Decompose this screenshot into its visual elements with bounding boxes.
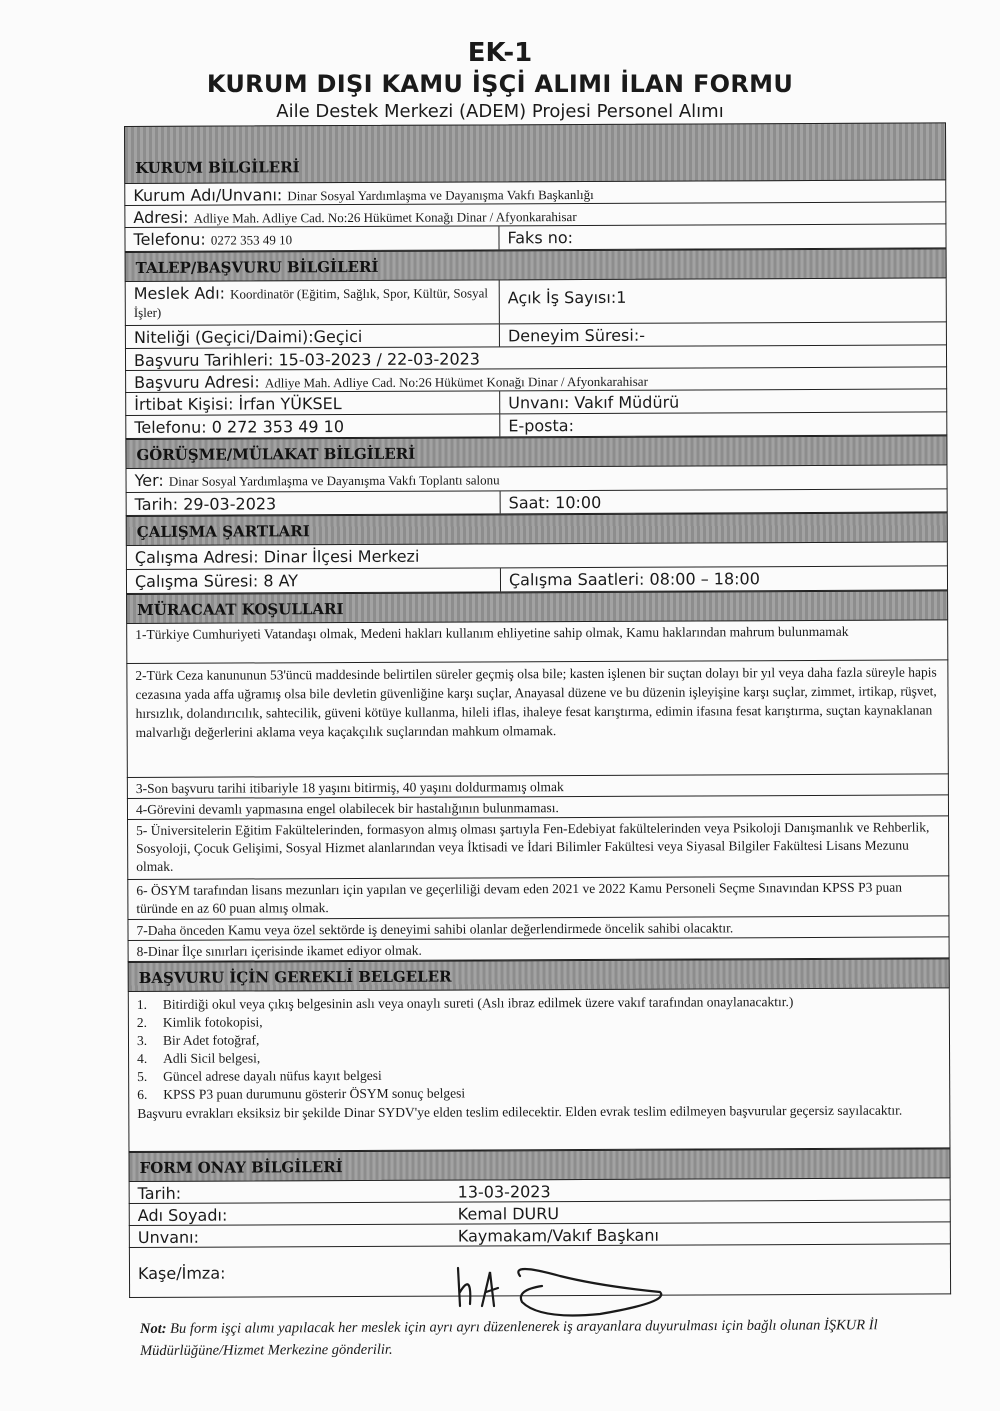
onay-ad-value: Kemal DURU (457, 1204, 560, 1224)
muracaat-item-3: 3-Son başvuru tarihi itibariyle 18 yaşını bitirmiş, 40 yaşını doldurmamış olmak (127, 774, 949, 799)
muracaat-item-6: 6- ÖSYM tarafından lisans mezunları için yapılan ve geçerliliği devam eden 2021 ve 2022 Kamu Personeli Seçme Sınavından KPSS P3 puan türünde en az 60 puan almış olmak. (127, 876, 949, 920)
section-gorusme-heading: GÖRÜŞME/MÜLAKAT BİLGİLERİ (125, 435, 947, 469)
kurum-adres-label: Adresi: (133, 207, 189, 227)
yer-value: Dinar Sosyal Yardımlaşma ve Dayanışma Vakfı Toplantı salonu (168, 472, 500, 489)
form-note: Not: Bu form işçi alımı yapılacak her meslek için ayrı ayrı düzenlenerek iş arayanlara duyurulması için bağlı olunan İŞKUR İl Müdürlüğüne/Hizmet Merkezine gönderilir. (139, 1317, 878, 1360)
basvuru-adresi-label: Başvuru Adresi: (134, 372, 260, 392)
onay-tarih-label: Tarih: (137, 1183, 182, 1203)
muracaat-item-2: 2-Türk Ceza kanununun 53'üncü maddesinde belirtilen süreler geçmiş olsa bile; kasten işlenen bir suçtan dolayı bir yıl veya daha fazla süreyle hapis cezasına yada affa uğramış olsa bile devletin güvenliğine karşı suçlar, Anayasal düzene ve bu düzenin işleyişine karşı suçlar, zimmet, irtikap, rüşvet, hırsızlık, dolandırıcılık, sahtecilik, güveni kötüye kullanma, hileli iflas, ihaleye fesat karıştırma, edimin ifasına fesat karıştırma, suçtan kaynaklanan malvarlığı değerlerini aklama veya kaçakçılık suçlarından mahkum olmamak. (126, 660, 948, 778)
onay-ad-label: Adı Soyadı: (137, 1205, 228, 1225)
row-calisma-suresi (126, 566, 948, 594)
irtibat-kisisi: İrtibat Kişisi: İrfan YÜKSEL (126, 391, 500, 415)
basvuru-adresi-value: Adliye Mah. Adliye Cad. No:26 Hükümet Konağı Dinar / Afyonkarahisar (264, 373, 648, 391)
muracaat-item-5: 5- Üniversitelerin Eğitim Fakültelerinden, formasyon almış olması şartıyla Fen-Edebiyat fakültelerinden veya Psikoloji Danışmanlık ve Rehberlik, Sosyoloji, Çocuk Gelişimi, Sosyal Hizmet alanlarından veya İktisadi ve İdari Bilimler Fakültesi veya Siyasal Bilgiler Fakültesi Lisans Mezunu olmak. (127, 816, 949, 880)
row-yer (125, 465, 947, 493)
belge-item: 2. Kimlik fotokopisi, (136, 1014, 263, 1030)
section-kurum-heading: KURUM BİLGİLERİ (124, 122, 946, 184)
gorusme-tarih: Tarih: 29-03-2023 (127, 491, 501, 515)
belgeler-footer: Başvuru evrakları eksiksiz bir şekilde Dinar SYDV'ye elden teslim edilecektir. Elden evrak teslim edilmeyen başvurular geçersiz sayılacaktır. (137, 1102, 903, 1121)
kurum-adi-value: Dinar Sosyal Yardımlaşma ve Dayanışma Vakfı Başkanlığı (287, 186, 594, 204)
yer-label: Yer: (134, 470, 164, 490)
onay-unvan-label: Unvanı: (137, 1227, 199, 1247)
meslek-label: Meslek Adı: (133, 283, 226, 303)
belge-item: 1. Bitirdiği okul veya çıkış belgesinin aslı veya onaylı sureti (Aslı ibraz edilmek üzere vakıf tarafından onaylanacaktır.) (136, 994, 794, 1012)
kurum-faks-label: Faks no: (507, 228, 574, 248)
row-meslek (125, 278, 947, 326)
row-talep-telefon (125, 412, 947, 439)
muracaat-item-4: 4-Görevini devamlı yapmasına engel olabilecek bir hastalığının bulunmaması. (127, 795, 949, 820)
form-title: KURUM DIŞI KAMU İŞÇİ ALIMI İLAN FORMU (206, 70, 794, 98)
deneyim-suresi: Deneyim Süresi:- (507, 325, 646, 346)
kurum-telefon-value: 0272 353 49 10 (210, 232, 293, 248)
meslek-value: Koordinatör (Eğitim, Sağlık, Spor, Kültür, Sosyal İşler) (133, 285, 489, 320)
belge-item: 3. Bir Adet fotoğraf, (136, 1032, 260, 1048)
section-talep-heading: TALEP/BAŞVURU BİLGİLERİ (125, 248, 947, 282)
onay-unvan-value: Kaymakam/Vakıf Başkanı (457, 1225, 659, 1246)
kurum-telefon-label: Telefonu: (133, 229, 206, 249)
form-subtitle: Aile Destek Merkezi (ADEM) Projesi Personel Alımı (276, 101, 724, 122)
kurum-adi-label: Kurum Adı/Unvanı: (133, 185, 283, 205)
section-muracaat-heading: MÜRACAAT KOŞULLARI (126, 590, 948, 624)
niteligi: Niteliği (Geçici/Daimi):Geçici (126, 324, 500, 348)
section-belgeler-heading: BAŞVURU İÇİN GEREKLİ BELGELER (128, 958, 950, 992)
belge-item: 4. Adli Sicil belgesi, (137, 1050, 261, 1066)
form-table (124, 122, 951, 1296)
muracaat-item-1: 1-Türkiye Cumhuriyeti Vatandaşı olmak, Medeni hakları kullanım ehliyetine sahip olmak, Kamu haklarından mahrum bulunmamak (126, 620, 948, 664)
gorusme-saat: Saat: 10:00 (508, 492, 602, 513)
section-onay-heading: FORM ONAY BİLGİLERİ (128, 1148, 950, 1182)
row-kurum-telefon (124, 224, 946, 252)
acik-is-sayisi: Açık İş Sayısı:1 (507, 287, 627, 308)
talep-eposta: E-posta: (508, 416, 574, 436)
kurum-adres-value: Adliye Mah. Adliye Cad. No:26 Hükümet Konağı Dinar / Afyonkarahisar (193, 209, 577, 226)
calisma-saatleri: Çalışma Saatleri: 08:00 – 18:00 (508, 569, 760, 590)
calisma-adresi: Çalışma Adresi: Dinar İlçesi Merkezi (134, 546, 420, 567)
section-calisma-heading: ÇALIŞMA ŞARTLARI (126, 512, 948, 546)
row-calisma-adresi (126, 542, 948, 570)
irtibat-unvani: Unvanı: Vakıf Müdürü (508, 392, 680, 413)
belge-item: 5. Güncel adrese dayalı nüfus kayıt belgesi (137, 1067, 382, 1084)
row-gorusme-tarih (126, 489, 948, 516)
calisma-suresi: Çalışma Süresi: 8 AY (127, 568, 501, 593)
muracaat-item-7: 7-Daha önceden Kamu veya özel sektörde iş deneyimi sahibi olanlar değerlendirmede öncelik sahibi olacaktır. (127, 916, 949, 941)
belgeler-list (128, 988, 951, 1152)
basvuru-tarihleri: Başvuru Tarihleri: 15-03-2023 / 22-03-2023 (133, 349, 481, 370)
muracaat-item-8: 8-Dinar İlçe sınırları içerisinde ikamet ediyor olmak. (128, 937, 950, 962)
onay-tarih-value: 13-03-2023 (457, 1182, 551, 1202)
talep-telefon: Telefonu: 0 272 353 49 10 (126, 414, 500, 438)
form-code: EK-1 (467, 38, 533, 68)
belge-item: 6. KPSS P3 puan durumunu gösterir ÖSYM sonuç belgesi (137, 1085, 466, 1102)
onay-kase-label: Kaşe/İmza: (137, 1263, 226, 1283)
